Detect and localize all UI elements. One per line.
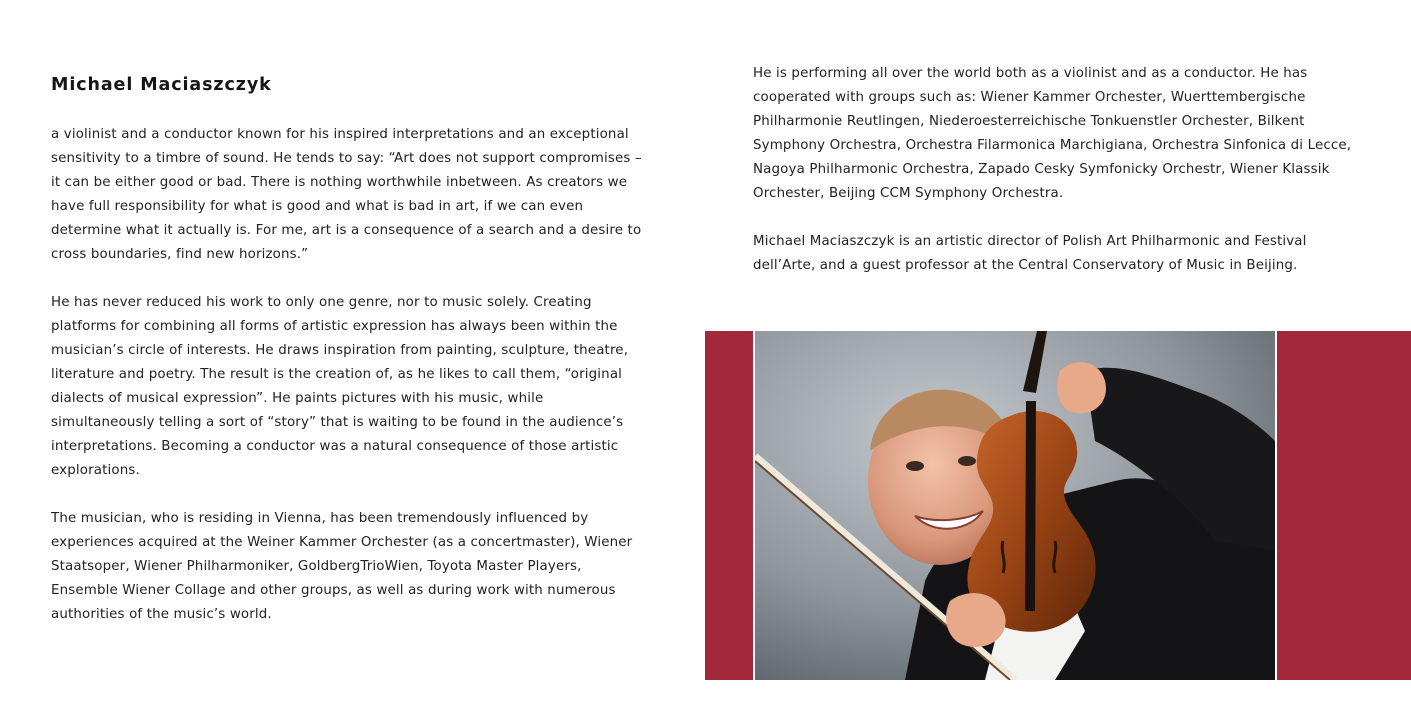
bio-paragraph-1: a violinist and a conductor known for his inspired interpretations and an exceptional sensitivity to a timbre of sound. He tends to say: “Art does not support compromises – it can be either good or bad. There is nothing worthwhile inbetween. As creators we have full responsibility for what is good and what is bad in art, if we can even determine what it actually is. For me, art is a consequence of a search and a desire to cross boundaries, find new horizons.” <box>51 127 642 262</box>
portrait-photo <box>753 331 1277 680</box>
bio-paragraph-3: The musician, who is residing in Vienna, has been tremendously influenced by experiences acquired at the Weiner Kammer Orchester (as a concertmaster), Wiener Staatsoper, Wiener Philharmoniker, GoldbergTrioWien, Toyota Master Players, Ensemble Wiener Collage and other groups, as well as during work with numerous authorities of the music’s world. <box>51 511 633 622</box>
bio-paragraph-2: He has never reduced his work to only one genre, nor to music solely. Creating platforms for combining all forms of artistic expression has always been within the musician’s circle of interests. He draws inspiration from painting, sculpture, theatre, literature and poetry. The result is the creation of, as he likes to call them, “original dialects of musical expression”. He paints pictures with his music, while simultaneously telling a sort of “story” that is waiting to be found in the audience’s interpretations. Becoming a conductor was a natural consequence of those artistic explorations. <box>51 295 629 478</box>
violinist-portrait-image <box>755 331 1275 680</box>
bio-paragraph-4: He is performing all over the world both as a violinist and as a conductor. He has cooperated with groups such as: Wiener Kammer Orchester, Wuerttembergische Philharmonie Reutlingen, Niederoesterreichische Tonkuenstler Orchester, Bilkent Symphony Orchestra, Orchestra Filarmonica Marchigiana, Orchestra Sinfonica di Lecce, Nagoya Philharmonic Orchestra, Zapado Cesky Symfonicky Orchestr, Wiener Klassik Orchester, Beijing CCM Symphony Orchestra. <box>753 66 1352 201</box>
page-title: Michael Maciaszczyk <box>51 75 272 95</box>
left-column <box>51 73 651 651</box>
right-column <box>753 62 1353 302</box>
photo-accent-band <box>705 331 1411 680</box>
bio-paragraph-5: Michael Maciaszczyk is an artistic director of Polish Art Philharmonic and Festival dell’Arte, and a guest professor at the Central Conservatory of Music in Beijing. <box>753 234 1307 273</box>
